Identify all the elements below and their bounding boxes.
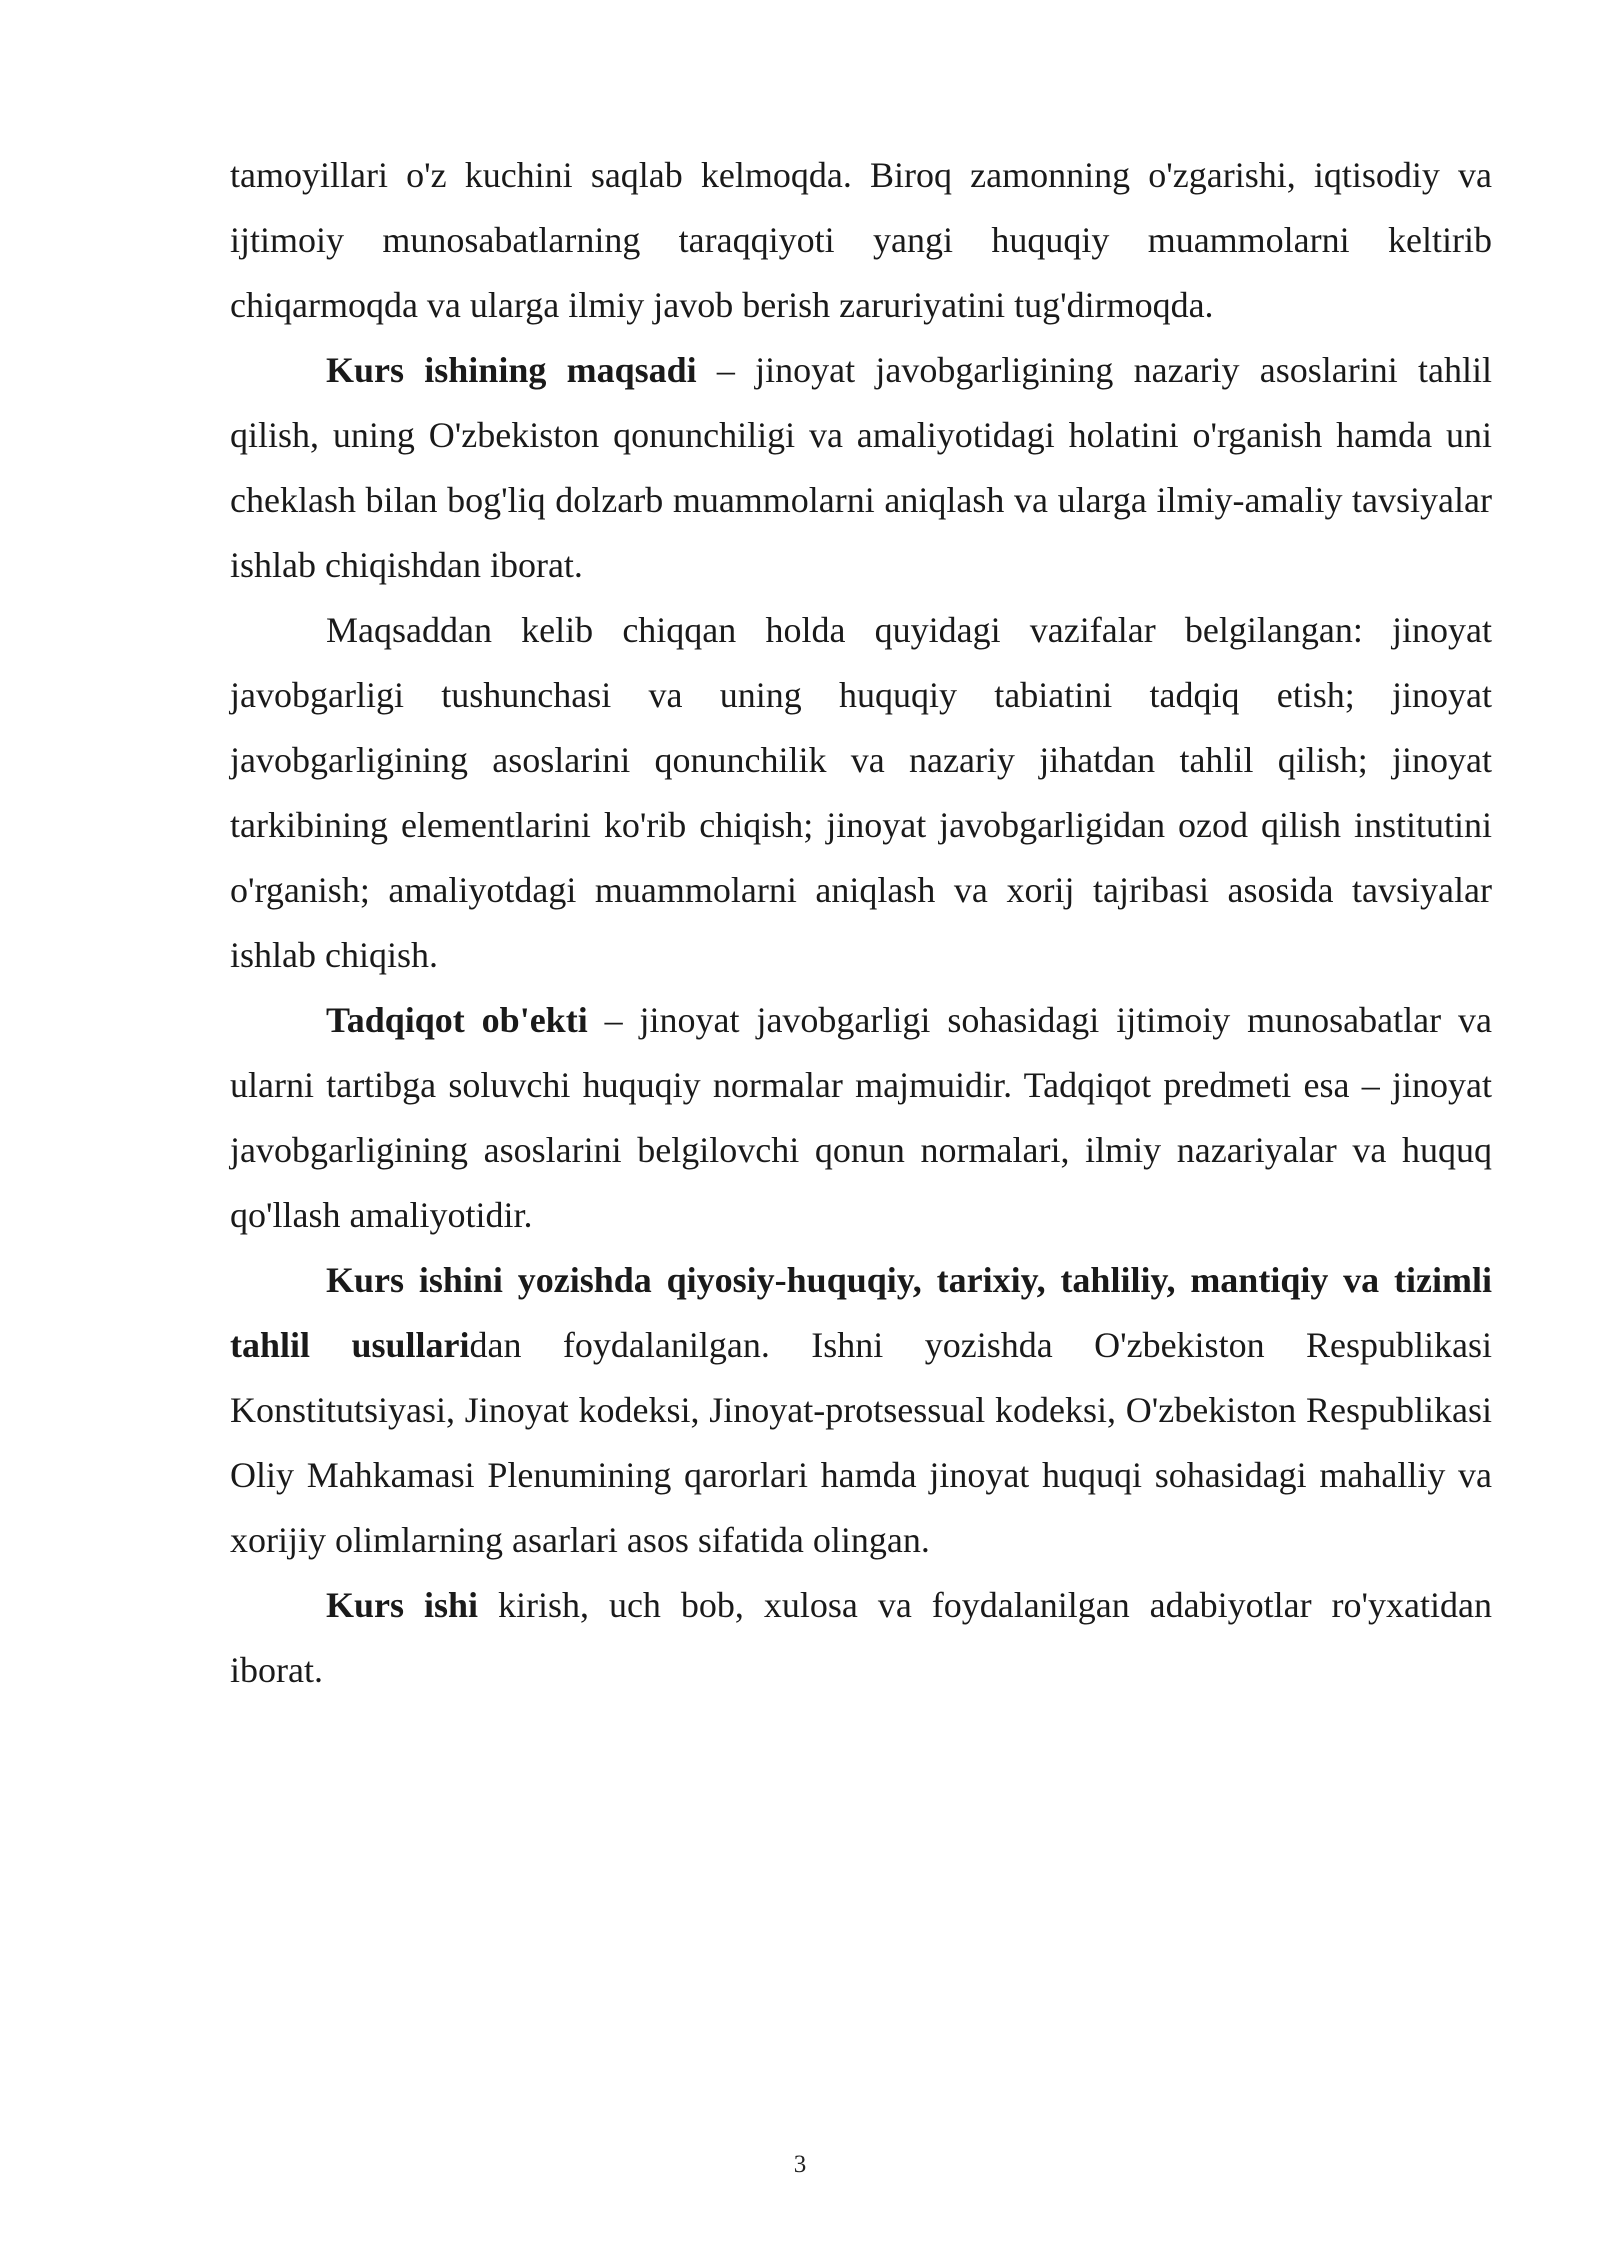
paragraph-goal bbox=[230, 338, 1492, 598]
paragraph-structure bbox=[230, 1573, 1492, 1703]
paragraph-text: kirish, uch bob, xulosa va foydalanilgan adabiyotlar ro'yxatidan iborat. bbox=[230, 1585, 1492, 1690]
paragraph-text: dan foydalanilgan. Ishni yozishda O'zbekiston Respublikasi Konstitutsiyasi, Jinoyat kodeksi, Jinoyat-protsessual kodeksi, O'zbekiston Respublikasi Oliy Mahkamasi Plenumining qarorlari hamda jinoyat huquqi sohasidagi mahalliy va xorijiy olimlarning asarlari asos sifatida olingan. bbox=[230, 1325, 1493, 1560]
paragraph-tasks bbox=[230, 598, 1492, 988]
paragraph-object bbox=[230, 988, 1492, 1248]
paragraph-text: – jinoyat javobgarligi sohasidagi ijtimoiy munosabatlar va ularni tartibga soluvchi huquqiy normalar majmuidir. Tadqiqot predmeti esa – jinoyat javobgarligining asoslarini belgilovchi qonun normalari, ilmiy nazariyalar va huquq qo'llash amaliyotidir. bbox=[230, 1000, 1492, 1235]
paragraph-heading: Tadqiqot ob'ekti bbox=[326, 1000, 588, 1040]
paragraph-text: – jinoyat javobgarligining nazariy asoslarini tahlil qilish, uning O'zbekiston qonunchiligi va amaliyotidagi holatini o'rganish hamda uni cheklash bilan bog'liq dolzarb muammolarni aniqlash va ularga ilmiy-amaliy tavsiyalar ishlab chiqishdan iborat. bbox=[230, 350, 1493, 585]
paragraph-methods bbox=[230, 1248, 1492, 1573]
paragraph-heading: Kurs ishining maqsadi bbox=[326, 350, 697, 390]
page-number: 3 bbox=[793, 2151, 807, 2178]
paragraph-heading: Kurs ishini yozishda qiyosiy-huquqiy, tarixiy, tahliliy, mantiqiy va tizimli tahlil usullari bbox=[230, 1260, 1492, 1365]
paragraph-continuation bbox=[230, 143, 1492, 338]
paragraph-text: Maqsaddan kelib chiqqan holda quyidagi vazifalar belgilangan: jinoyat javobgarligi tushunchasi va uning huquqiy tabiatini tadqiq etish; jinoyat javobgarligining asoslarini qonunchilik va nazariy jihatdan tahlil qilish; jinoyat tarkibining elementlarini ko'rib chiqish; jinoyat javobgarligidan ozod qilish institutini o'rganish; amaliyotdagi muammolarni aniqlash va xorij tajribasi asosida tavsiyalar ishlab chiqish. bbox=[230, 610, 1492, 975]
paragraph-heading: Kurs ishi bbox=[326, 1585, 479, 1625]
page-body bbox=[230, 143, 1492, 1703]
paragraph-text: tamoyillari o'z kuchini saqlab kelmoqda. Biroq zamonning o'zgarishi, iqtisodiy va ijtimoiy munosabatlarning taraqqiyoti yangi huquqiy muammolarni keltirib chiqarmoqda va ularga ilmiy javob berish zaruriyatini tug'dirmoqda. bbox=[230, 155, 1492, 325]
